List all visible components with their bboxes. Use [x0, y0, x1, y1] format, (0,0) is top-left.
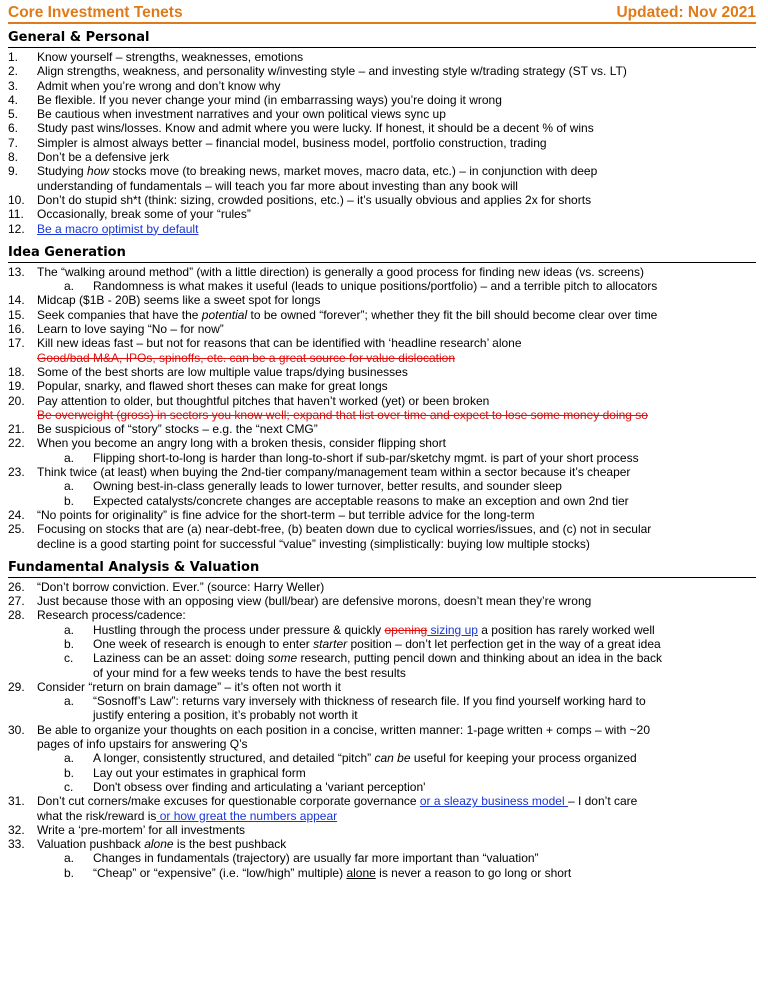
- list-item: 29. Consider “return on brain damage” – it’s often not worth it: [8, 679, 341, 694]
- list-item: 31. Don’t cut corners/make excuses for questionable corporate governance or a sleazy business model – I don’t care: [8, 794, 638, 809]
- list-item: 24. “No points for originality” is fine advice for the short-term – but terrible advice for the long-term: [8, 507, 535, 522]
- section-title-fundamental-analysis: Fundamental Analysis & Valuation: [8, 560, 756, 578]
- list-item: 13. The “walking around method” (with a little direction) is generally a good process for finding new ideas (vs. screens): [8, 264, 644, 279]
- list-item: 2. Align strengths, weakness, and personality w/investing style – and investing style w/trading strategy (ST vs. LT): [8, 64, 627, 79]
- list-item: 14. Midcap ($1B - 20B) seems like a sweet spot for longs: [8, 293, 321, 308]
- struck-through-text: Good/bad M&A, IPOs, spinoffs, etc. can be a great source for value dislocation: [37, 350, 456, 365]
- updated-date: Updated: Nov 2021: [616, 4, 756, 21]
- sub-list-item-continuation: of your mind for a few weeks tends to have the best results: [93, 665, 406, 680]
- macro-optimist-link[interactable]: Be a macro optimist by default: [37, 221, 199, 236]
- document-title: Core Investment Tenets: [8, 4, 183, 21]
- list-item: 25. Focusing on stocks that are (a) near-debt-free, (b) beaten down due to cyclical worries/issues, and (c) not in secular: [8, 522, 652, 537]
- list-item: 16. Learn to love saying “No – for now”: [8, 322, 224, 337]
- list-item: 4. Be flexible. If you never change your mind (in embarrassing ways) you’re doing it wrong: [8, 92, 502, 107]
- list-item-continuation: understanding of fundamentals – will teach you far more about investing than any book will: [37, 178, 518, 193]
- list-item-continuation: pages of info upstairs for answering Q’s: [37, 737, 248, 752]
- list-item: 21. Be suspicious of “story” stocks – e.g. the “next CMG”: [8, 422, 318, 437]
- sub-list-item: a. “Sosnoff’s Law”: returns vary inversely with thickness of research file. If you find yourself working hard to: [64, 694, 646, 709]
- list-item: 30. Be able to organize your thoughts on each position in a concise, written manner: 1-page written + comps – with ~20: [8, 722, 651, 737]
- list-item-continuation: what the risk/reward is or how great the numbers appear: [37, 808, 338, 823]
- list-item: 1. Know yourself – strengths, weaknesses, emotions: [8, 50, 304, 64]
- list-item: 32. Write a ‘pre-mortem’ for all investments: [8, 822, 246, 837]
- list-item: 23. Think twice (at least) when buying the 2nd-tier company/management team within a sector because it’s cheaper: [8, 465, 631, 480]
- list-item: 33. Valuation pushback alone is the best pushback: [8, 837, 287, 852]
- list-item: 28. Research process/cadence:: [8, 608, 186, 623]
- list-item: 12. Be a macro optimist by default: [8, 221, 199, 236]
- page-header: [8, 0, 756, 24]
- sub-list-item: a. Owning best-in-class generally leads to lower turnover, better results, and sounder sleep: [64, 479, 562, 494]
- list-item: 27. Just because those with an opposing view (bull/bear) are defensive morons, doesn’t mean they’re wrong: [8, 594, 592, 609]
- inserted-edit: sizing up: [427, 622, 478, 637]
- great-numbers-link[interactable]: or how great the numbers appear: [156, 808, 338, 823]
- list-item: 7. Simpler is almost always better – financial model, business model, portfolio construction, trading: [8, 135, 547, 150]
- list-item: 10. Don’t do stupid sh*t (think: sizing, crowded positions, etc.) – it’s usually obvious and applies 2x for shorts: [8, 192, 592, 207]
- list-item: 6. Study past wins/losses. Know and admit where you were lucky. If honest, it should be a decent % of wins: [8, 121, 594, 136]
- sub-list-item: c. Laziness can be an asset: doing some research, putting pencil down and thinking about an idea in the back: [64, 651, 663, 666]
- sub-list-item: a. Randomness is what makes it useful (leads to unique positions/portfolio) – and a terrible pitch to allocators: [64, 279, 658, 294]
- struck-through-text: Be overweight (gross) in sectors you know well; expand that list over time and expect to lose some money doing so: [37, 407, 648, 422]
- sub-list-item: c. Don't obsess over finding and articulating a 'variant perception': [64, 779, 426, 794]
- list-item: 17. Kill new ideas fast – but not for reasons that can be identified with ‘headline research’ alone: [8, 336, 522, 351]
- section-title-idea-generation: Idea Generation: [8, 245, 756, 263]
- list-item: 20. Pay attention to older, but thoughtful pitches that haven’t worked (yet) or been broken: [8, 393, 490, 408]
- list-item: 19. Popular, snarky, and flawed short theses can make for great longs: [8, 379, 388, 394]
- sub-list-item-continuation: justify entering a position, it’s probably not worth it: [93, 708, 358, 723]
- sub-list-item: a. Hustling through the process under pressure & quickly opening sizing up a position has rarely worked well: [64, 622, 655, 637]
- sub-list-item: a. Changes in fundamentals (trajectory) are usually far more important than “valuation”: [64, 851, 539, 866]
- sub-list-item: b. Lay out your estimates in graphical form: [64, 765, 306, 780]
- list-item: 22. When you become an angry long with a broken thesis, consider flipping short: [8, 436, 446, 451]
- sub-list-item: b. “Cheap” or “expensive” (i.e. “low/high” multiple) alone is never a reason to go long or short: [64, 865, 572, 880]
- list-item: 8. Don’t be a defensive jerk: [8, 150, 170, 165]
- sub-list-item: b. One week of research is enough to enter starter position – don’t let perfection get in the way of a great idea: [64, 636, 661, 651]
- list-item: 15. Seek companies that have the potential to be owned “forever”; whether they fit the bill should become clear over time: [8, 307, 658, 322]
- list-item: 11. Occasionally, break some of your “rules”: [8, 207, 251, 222]
- sub-list-item: a. A longer, consistently structured, and detailed “pitch” can be useful for keeping your process organized: [64, 751, 637, 766]
- sub-list-item: b. Expected catalysts/concrete changes are acceptable reasons to make an exception and own 2nd tier: [64, 493, 629, 508]
- struck-word: opening: [384, 622, 428, 637]
- list-item: 3. Admit when you’re wrong and don’t know why: [8, 78, 281, 93]
- list-item: 5. Be cautious when investment narratives and your own political views sync up: [8, 107, 446, 122]
- sub-list-item: a. Flipping short-to-long is harder than long-to-short if sub-par/sketchy mgmt. is part of your short process: [64, 450, 639, 465]
- list-item-continuation: decline is a good starting point for successful “value” investing (simplistically: buying low multiple stocks): [37, 536, 590, 551]
- list-item: 18. Some of the best shorts are low multiple value traps/dying businesses: [8, 364, 408, 379]
- list-item: 26. “Don’t borrow conviction. Ever.” (source: Harry Weller): [8, 579, 325, 594]
- list-item: 9. Studying how stocks move (to breaking news, market moves, macro data, etc.) – in conjunction with deep: [8, 164, 598, 179]
- section-title-general: General & Personal: [8, 30, 756, 48]
- sleazy-business-model-link[interactable]: or a sleazy business model: [419, 794, 568, 809]
